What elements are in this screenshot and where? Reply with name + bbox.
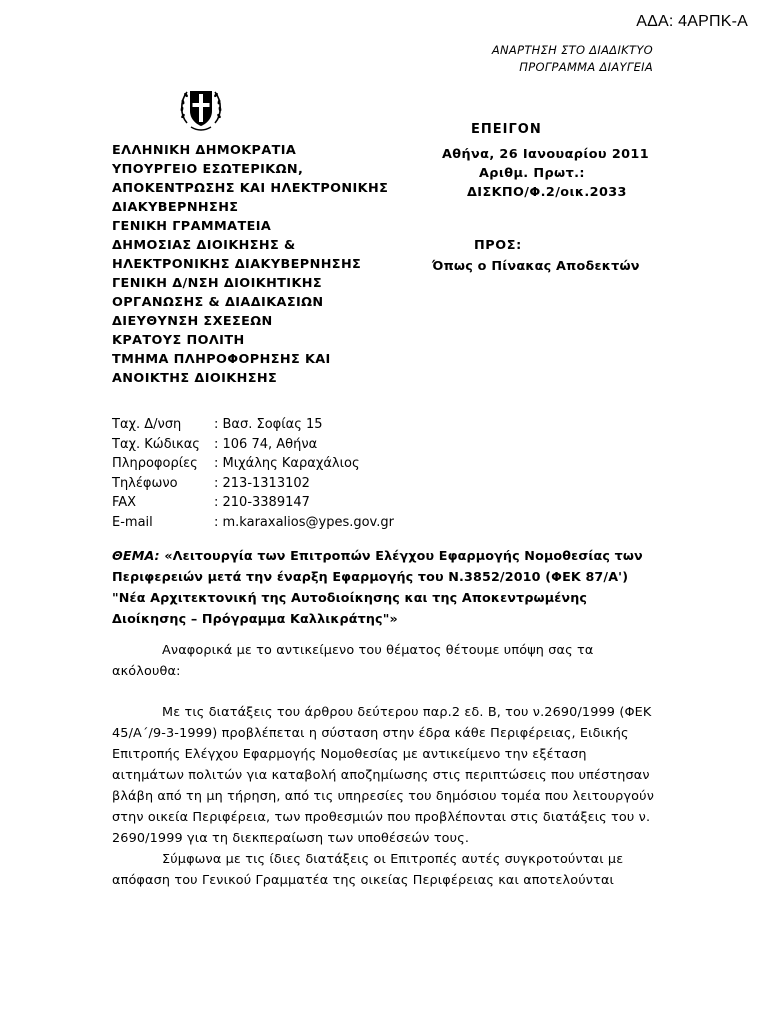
body-paragraph: Με τις διατάξεις του άρθρου δεύτερου παρ.2 εδ. Β, του ν.2690/1999 (ΦΕΚ 45/Α΄/9-3-1999) προβλέπεται η σύσταση στην έδρα κάθε Περιφέρειας, Ειδικής Επιτροπής Ελέγχου Εφαρμογής Νομοθεσίας με αντικείμενο την εξέταση αιτημάτων πολιτών για καταβολή αποζημίωσης στις περιπτώσεις που υπέστησαν βλάβη από τη μη τήρηση, από τις υπηρεσίες του δημόσιου τομέα που λειτουργούν στην οικεία Περιφέρεια, των προθεσμιών που προβλέπονται στις διατάξεις του ν. 2690/1999 για τη διεκπεραίωση των υποθέσεών τους. (112, 705, 655, 846)
coat-of-arms-icon (178, 83, 224, 133)
sender-line: ΑΠΟΚΕΝΤΡΩΣΗΣ ΚΑΙ ΗΛΕΚΤΡΟΝΙΚΗΣ (112, 181, 389, 196)
sender-line: ΔΙΑΚΥΒΕΡΝΗΣΗΣ (112, 200, 239, 215)
protocol-label: Αριθμ. Πρωτ.: (479, 166, 585, 181)
contact-label: E-mail (112, 514, 153, 530)
body-paragraph: Σύμφωνα με τις ίδιες διατάξεις οι Επιτροπές αυτές συγκροτούνται με απόφαση του Γενικού Γραμματέα της οικείας Περιφέρειας και αποτελούνται (112, 852, 624, 888)
sender-line: ΓΕΝΙΚΗ Δ/ΝΣΗ ΔΙΟΙΚΗΤΙΚΗΣ (112, 276, 323, 291)
urgent-label: ΕΠΕΙΓΟΝ (471, 122, 542, 137)
recipient-label: ΠΡΟΣ: (474, 238, 522, 253)
letter-body (112, 640, 656, 891)
subject-text: «Λειτουργία των Επιτροπών Ελέγχου Εφαρμογής Νομοθεσίας των Περιφερειών μετά την έναρξη Εφαρμογής του Ν.3852/2010 (ΦΕΚ 87/Α') "Νέα Αρχιτεκτονική της Αυτοδιοίκησης και της Αποκεντρωμένης Διοίκησης – Πρόγραμμα Καλλικράτης"» (112, 548, 643, 626)
contact-row (112, 474, 432, 494)
sender-line: ΑΝΟΙΚΤΗΣ ΔΙΟΙΚΗΣΗΣ (112, 371, 278, 386)
contact-label: Ταχ. Δ/νση (112, 417, 182, 432)
sender-line: ΟΡΓΑΝΩΣΗΣ & ΔΙΑΔΙΚΑΣΙΩΝ (112, 295, 324, 310)
subject-block (112, 545, 654, 629)
contact-value: : 213-1313102 (214, 475, 310, 491)
notice-line-2: ΠΡΟΓΡΑΜΜΑ ΔΙΑΥΓΕΙΑ (519, 60, 653, 74)
contact-row (112, 454, 432, 474)
contact-value: : 106 74, Αθήνα (214, 436, 318, 452)
body-paragraph: Αναφορικά με το αντικείμενο του θέματος θέτουμε υπόψη σας τα ακόλουθα: (112, 643, 594, 679)
document-date: Αθήνα, 26 Ιανουαρίου 2011 (442, 147, 650, 162)
sender-line: ΓΕΝΙΚΗ ΓΡΑΜΜΑΤΕΙΑ (112, 219, 272, 234)
contact-value: : m.karaxalios@ypes.gov.gr (214, 514, 394, 530)
contact-details (112, 415, 432, 533)
sender-line: ΥΠΟΥΡΓΕΙΟ ΕΣΩΤΕΡΙΚΩΝ, (112, 162, 304, 177)
sender-line: ΔΙΕΥΘΥΝΣΗ ΣΧΕΣΕΩΝ (112, 314, 273, 329)
contact-value: : Μιχάλης Καραχάλιος (214, 456, 360, 472)
contact-row (112, 513, 432, 533)
contact-value: : Βασ. Σοφίας 15 (214, 417, 323, 432)
ada-code: ΑΔΑ: 4ΑΡΠΚ-Α (636, 13, 748, 30)
recipient-value: Όπως ο Πίνακας Αποδεκτών (432, 259, 640, 274)
contact-label: Ταχ. Κώδικας (112, 436, 200, 452)
protocol-number: ΔΙΣΚΠΟ/Φ.2/οικ.2033 (467, 185, 627, 200)
sender-line: ΗΛΕΚΤΡΟΝΙΚΗΣ ΔΙΑΚΥΒΕΡΝΗΣΗΣ (112, 257, 362, 272)
sender-line: ΤΜΗΜΑ ΠΛΗΡΟΦΟΡΗΣΗΣ ΚΑΙ (112, 352, 331, 367)
sender-block (112, 141, 432, 388)
contact-row (112, 493, 432, 513)
contact-value: : 210-3389147 (214, 495, 310, 511)
contact-label: Πληροφορίες (112, 456, 198, 472)
contact-row (112, 435, 432, 455)
notice-line-1: ΑΝΑΡΤΗΣΗ ΣΤΟ ΔΙΑΔΙΚΤΥΟ (491, 43, 653, 57)
sender-line: ΔΗΜΟΣΙΑΣ ΔΙΟΙΚΗΣΗΣ & (112, 238, 296, 253)
contact-row (112, 415, 432, 435)
contact-label: Τηλέφωνο (112, 475, 178, 491)
publication-notice (423, 42, 653, 76)
subject-label: ΘΕΜΑ: (112, 548, 160, 563)
sender-line: ΚΡΑΤΟΥΣ ΠΟΛΙΤΗ (112, 333, 245, 348)
contact-label: FAX (112, 495, 137, 511)
sender-line: ΕΛΛΗΝΙΚΗ ΔΗΜΟΚΡΑΤΙΑ (112, 143, 297, 158)
